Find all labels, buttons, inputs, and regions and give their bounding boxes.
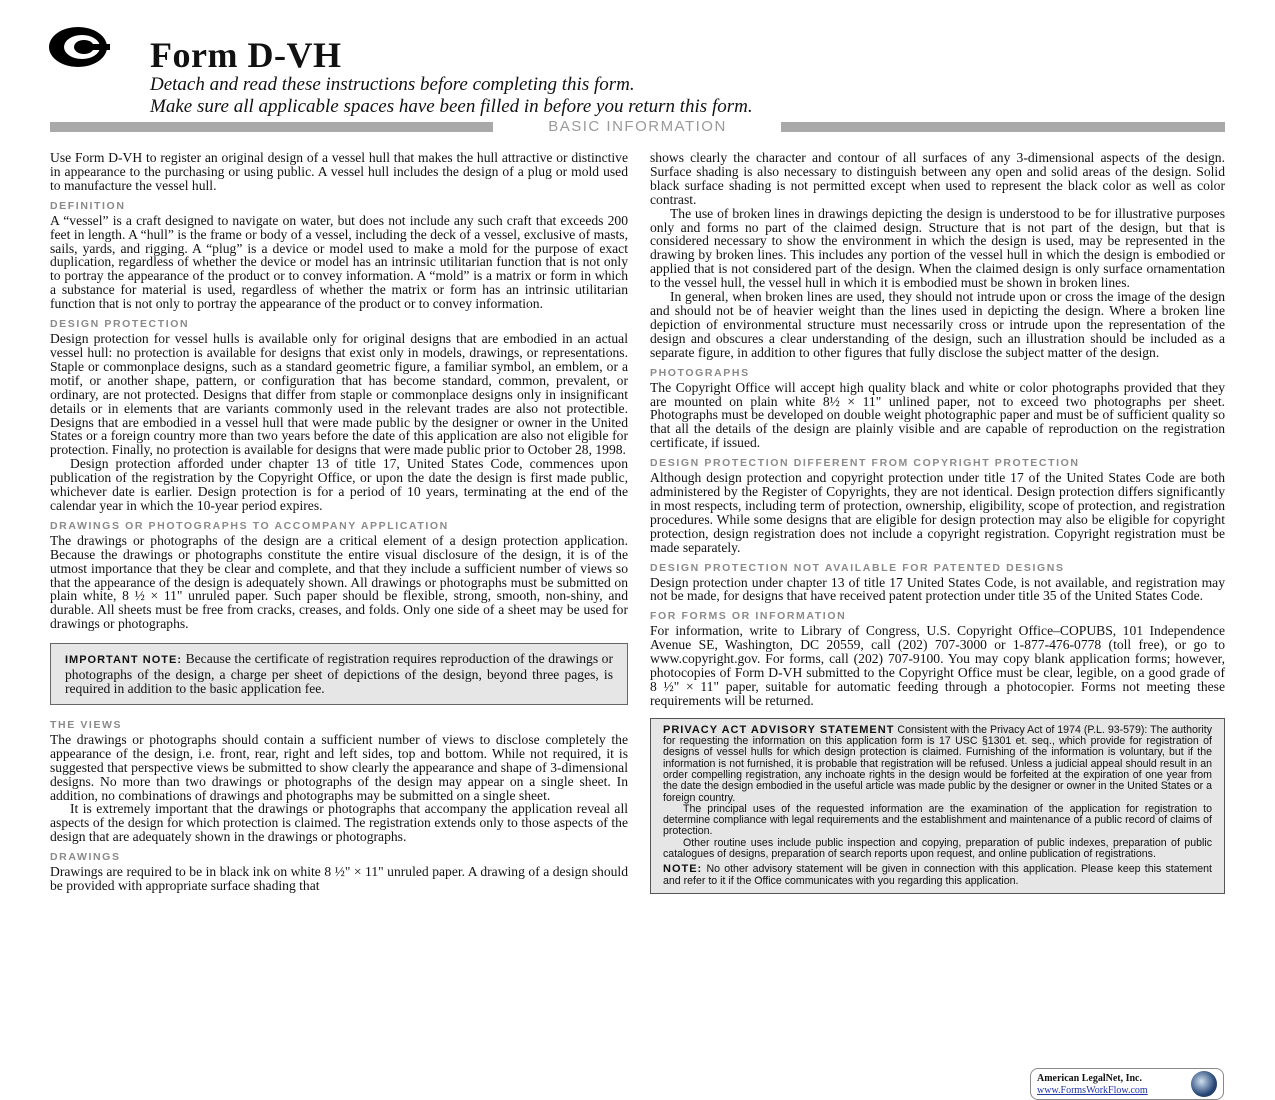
intro-paragraph: Use Form D-VH to register an original design of a vessel hull that makes the hull attractive or distinctive in appearance to the purchasing or using public. A vessel hull includes the design of a plug or mold used to manufacture the vessel hull. (50, 150, 628, 193)
copyright-office-logo-icon (48, 26, 110, 68)
drawings-accompany-paragraph: The drawings or photographs of the design are a critical element of a design protection application. Because the drawings or photographs constitute the entire visual disclosure of the design, it is of the utmost importance that they be clear and complete, and that they include a sufficient number of views so that the appearance of the design is adequately shown. All drawings or photographs must be submitted on plain white, 8 ½ × 11" unruled paper. Such paper should be flexible, strong, smooth, non-shiny, and durable. All sheets must be free from cracks, creases, and folds. Only one side of a sheet may be used for drawings or photographs. (50, 532, 628, 632)
photographs-paragraph: The Copyright Office will accept high quality black and white or color photographs provided that they are mounted on plain white 8½ × 11" unlined paper, not to exceed two photographs per sheet. Photographs must be developed on double weight photographic paper and must be of sufficient quality so that all the details of the design are plainly visible and are capable of reproduction on the registration certificate, if issued. (650, 379, 1225, 451)
privacy-act-box (650, 718, 1225, 894)
views-paragraph-2: It is extremely important that the drawings or photographs that accompany the application reveal all aspects of the design for which protection is claimed. The registration extends only to those aspects of the design that are adequately shown in the drawings or photographs. (50, 801, 628, 845)
broken-lines-paragraph-1: The use of broken lines in drawings depicting the design is understood to be for illustrative purposes only and forms no part of the claimed design. Structure that is not part of the design, but that is considered necessary to show the environment in which the design is used, may be represented in the drawing by broken lines. This includes any portion of the vessel hull in which the design is embodied or applied that is not considered part of the design. When the claimed design is only surface ornamentation to the vessel hull, the vessel hull in which it is embodied must be shown in broken lines. (650, 205, 1225, 291)
subtitle-detach: Detach and read these instructions before completing this form. (150, 74, 635, 95)
heading-photographs: PHOTOGRAPHS (650, 366, 750, 379)
important-note-box (50, 643, 628, 705)
forms-information-paragraph: For information, write to Library of Congress, U.S. Copyright Office–COPUBS, 101 Independence Avenue SE, Washington, DC 20559, call (202) 707-3000 or 1-877-476-0778 (toll free), or go to www.copyright.gov. For forms, call (202) 707-9100. You may copy blank application forms; however, photocopies of Form D-VH submitted to the Copyright Office must be clear, legible, on a good grade of 8 ½" × 11" paper, suitable for automatic feeding through a photocopier. Forms not meeting these requirements will be returned. (650, 623, 1225, 708)
company-url-link[interactable]: www.FormsWorkFlow.com (1037, 1085, 1148, 1096)
privacy-act-text-2: The principal uses of the requested information are the examination of the application for registration to determine compliance with legal requirements and the establishment and maintenance of a public record of claims of protection. (663, 802, 1212, 838)
important-note-label: IMPORTANT NOTE: (65, 654, 183, 667)
important-note-text: Because the certificate of registration requires reproduction of the drawings or photographs of the design, a charge per sheet of depictions of the design, beyond three pages, is required in addition to the basic application fee. (65, 651, 614, 696)
design-protection-paragraph-2: Design protection afforded under chapter 13 of title 17, United States Code, commences upon publication of the registration by the Copyright Office, or upon the date the design is first made public, whichever date is earlier. Design protection is for a period of 10 years, terminating at the end of the calendar year in which the 10-year period expires. (50, 456, 628, 513)
heading-drawings-accompany: DRAWINGS OR PHOTOGRAPHS TO ACCOMPANY APPLICATION (50, 519, 449, 532)
heading-design-protection: DESIGN PROTECTION (50, 318, 190, 331)
privacy-act-text-1: Consistent with the Privacy Act of 1974 (P.L. 93-579): The authority for requesting the information on this application form is 17 USC §1301 et. seq., which provide for registration of designs of vessel hulls for which design protection is claimed. Furnishing of the information is voluntary, but if the information is not furnished, it is probable that registration will be refused. Unless a judicial appeal should result in an order compelling registration, any inchoate rights in the design would be forfeited at the expiration of one year from the date the design embodied in the useful article was made public by the designer or owner in the United States or a foreign country. (663, 723, 1212, 804)
heading-forms-information: FOR FORMS OR INFORMATION (650, 610, 847, 623)
right-column (650, 151, 1225, 894)
subtitle-make-sure: Make sure all applicable spaces have been filled in before you return this form. (150, 96, 753, 117)
globe-logo-icon (1191, 1071, 1217, 1097)
drawings-paragraph: Drawings are required to be in black ink on white 8 ½" × 11" unruled paper. A drawing of a design should be provided with appropriate surface shading that (50, 864, 628, 894)
heading-the-views: THE VIEWS (50, 718, 123, 731)
heading-different-from-copyright: DESIGN PROTECTION DIFFERENT FROM COPYRIGHT PROTECTION (650, 457, 1080, 470)
section-bar-left (50, 122, 493, 132)
american-legalnet-badge[interactable] (1030, 1068, 1224, 1100)
form-title: Form D-VH (150, 35, 342, 75)
left-column (50, 151, 628, 893)
heading-drawings: DRAWINGS (50, 851, 121, 864)
privacy-note-text: No other advisory statement will be given in connection with this application. Please keep this statement and refer to it if the Office communicates with you regarding this application. (663, 863, 1212, 887)
privacy-note-label: NOTE: (663, 863, 703, 876)
section-bar-right (781, 122, 1225, 132)
privacy-act-text-3: Other routine uses include public inspection and copying, preparation of public indexes, preparation of public catalogues of designs, preparation of search reports upon request, and online publication of registrations. (663, 836, 1212, 861)
different-paragraph: Although design protection and copyright protection under title 17 of the United States Code are both administered by the Register of Copyrights, they are not identical. Design protection differs significantly in most respects, including term of protection, ownership, eligibility, scope of protection, and registration procedures. While some designs that are eligible for design protection may also be eligible for copyright protection, design registration does not include a copyright registration. Copyright registration must be made separately. (650, 470, 1225, 555)
broken-lines-paragraph-2: In general, when broken lines are used, they should not intrude upon or cross the image of the design and should not be of heavier weight than the lines used in depicting the design. Where a broken line depiction of environmental structure must necessarily cross or intrude upon the representation of the design and obscures a clear understanding of the design, such an illustration should be included as a separate figure, in addition to other figures that fully disclose the subject matter of the design. (650, 289, 1225, 360)
views-paragraph-1: The drawings or photographs should contain a sufficient number of views to disclose completely the appearance of the design, i.e. front, rear, right and left sides, top and bottom. While not required, it is suggested that perspective views be submitted to show clearly the appearance and shape of 3-dimensional designs. No more than two drawings or photographs of the design may appear on a single sheet. In addition, no combinations of drawings and photographs may be submitted on a single sheet. (50, 731, 628, 803)
section-heading-basic-information: BASIC INFORMATION (548, 118, 727, 135)
patented-paragraph: Design protection under chapter 13 of title 17 United States Code, is not available, and registration may not be made, for designs that have received patent protection under title 35 of the United States Code. (650, 574, 1225, 604)
drawings-continued-paragraph: shows clearly the character and contour of all surfaces of any 3-dimensional aspects of the design. Surface shading is also necessary to distinguish between any open and solid areas of the design. Solid black surface shading is not permitted except when used to represent the black color as well as color contrast. (650, 150, 1225, 207)
design-protection-paragraph-1: Design protection for vessel hulls is available only for original designs that are embodied in an actual vessel hull: no protection is available for designs that exist only in models, drawings, or representations. Staple or commonplace designs, such as a standard geometric figure, a familiar symbol, an emblem, or a motif, or another shape, pattern, or configuration that has become standard, common, prevalent, or ordinary, are not protected. Designs that differ from staple or commonplace designs only in insignificant details or in elements that are variants commonly used in the relevant trades are also not protectible. Designs that are embodied in a vessel hull that were made public by the designer or owner in the United States or a foreign country more than two years before the date of this application are also not eligible for protection. Finally, no protection is available for designs that were made public prior to October 28, 1998. (50, 331, 628, 458)
heading-definition: DEFINITION (50, 199, 126, 212)
company-name: American LegalNet, Inc. (1037, 1073, 1142, 1084)
heading-patented-designs: DESIGN PROTECTION NOT AVAILABLE FOR PATENTED DESIGNS (650, 561, 1065, 574)
privacy-act-label: PRIVACY ACT ADVISORY STATEMENT (663, 723, 895, 736)
definition-paragraph: A “vessel” is a craft designed to navigate on water, but does not include any such craft that exceeds 200 feet in length. A “hull” is the frame or body of a vessel, including the deck of a vessel, exclusive of masts, sails, yards, and rigging. A “plug” is a device or model used to make a mold for the purpose of exact duplication, regardless of whether the device or model has an intrinsic utilitarian function that is not only to portray the appearance of the product or to convey information. A “mold” is a matrix or form in which a substance for material is used, regardless of whether the matrix or form has an intrinsic utilitarian function that is not only to portray the appearance of the product or to convey information. (50, 212, 628, 312)
